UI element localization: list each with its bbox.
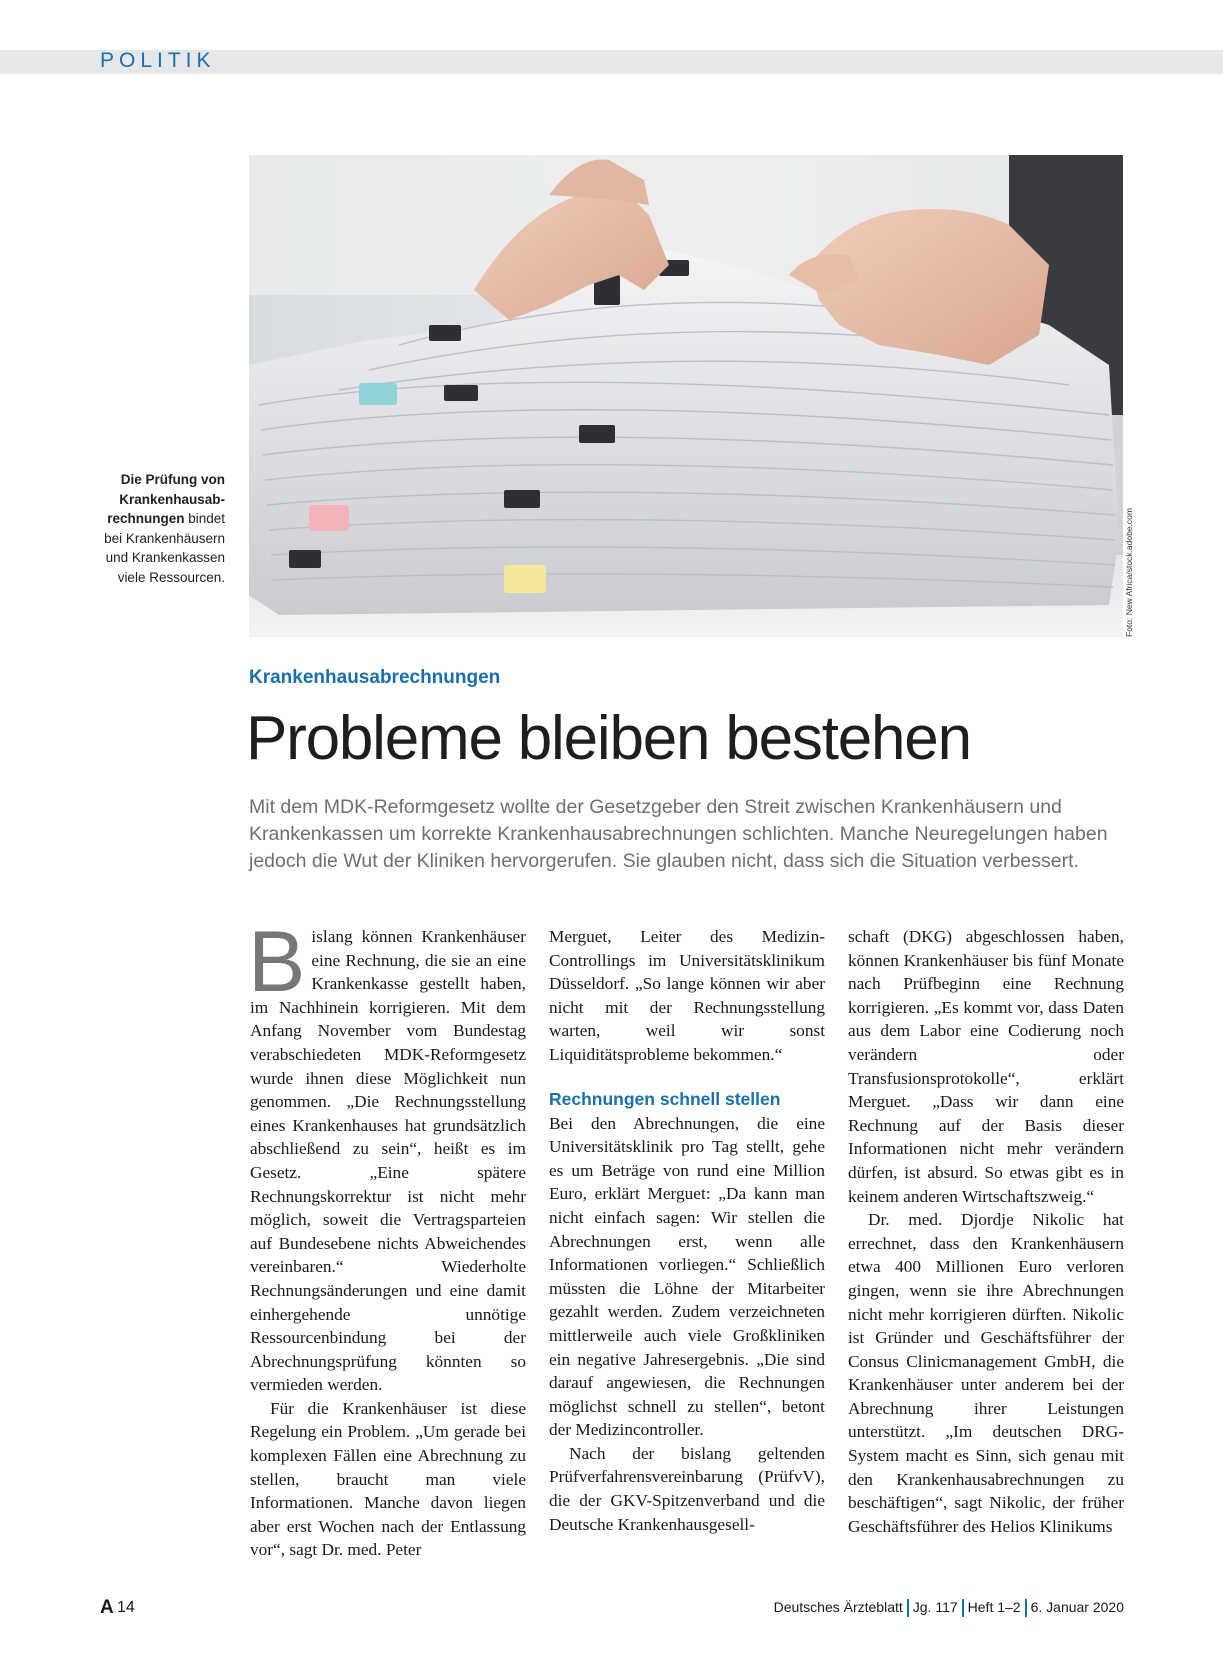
article-photo xyxy=(249,155,1123,637)
caption-text: bindet bei Krankenhäusern und Krankenkassen viele Ressourcen. xyxy=(104,511,225,585)
journal-issue: Heft 1–2 xyxy=(967,1599,1021,1615)
journal-name: Deutsches Ärzteblatt xyxy=(773,1599,903,1615)
subheading: Rechnungen schnell stellen xyxy=(549,1088,781,1109)
paragraph: schaft (DKG) abgeschlossen haben, können Krankenhäuser bis fünf Monate nach Prüfbeginn eine Rechnung korrigieren. „Es kommt vor, dass Daten aus dem Labor eine Codierung noch verändern oder Transfusionsprotokolle“, erklärt Merguet. „Dass wir dann eine Rechnung auf der Basis dieser Informationen nicht mehr verändern dürfen, ist absurd. So etwas gibt es in keinem anderen Wirtschaftszweig.“ xyxy=(848,927,1124,1206)
issue-date: 6. Januar 2020 xyxy=(1030,1599,1124,1615)
page-number: 14 xyxy=(117,1599,135,1616)
article-kicker: Krankenhausabrechnungen xyxy=(249,667,501,688)
footer-divider xyxy=(1025,1599,1027,1617)
article-column-2 xyxy=(549,925,825,1536)
article-column-3 xyxy=(848,925,1124,1538)
journal-volume: Jg. 117 xyxy=(912,1599,958,1615)
page-prefix: A xyxy=(100,1597,114,1618)
article-column-1 xyxy=(248,914,526,1562)
footer-info xyxy=(774,1599,1124,1617)
paragraph: islang können Krankenhäuser eine Rechnung, die sie an eine Krankenkasse gestellt haben, im Nachhinein korrigieren. Mit dem Anfang November vom Bundestag verabschiedeten MDK-Reformgesetz wurde ihnen diese Möglichkeit nun genommen. „Die Rechnungsstellung eines Krankenhauses hat grundsätzlich abschließend zu sein“, heißt es im Gesetz. „Eine spätere Rechnungskorrektur ist nicht mehr möglich, soweit die Vertragsparteien auf Bundesebene nichts Abweichendes vereinbaren.“ Wiederholte Rechnungsänderungen und eine damit einhergehende unnötige Ressourcenbindung bei der Abrechnungsprüfung könnten so vermieden werden. xyxy=(250,927,526,1395)
footer-divider xyxy=(907,1599,909,1617)
paragraph: Für die Krankenhäuser ist diese Regelung ein Problem. „Um gerade bei komplexen Fällen eine Abrechnung zu stellen, braucht man viele Informationen. Manche davon liegen aber erst Wochen nach der Entlassung vor“, sagt Dr. med. Peter xyxy=(250,1398,526,1560)
footer-divider xyxy=(962,1599,964,1617)
article-lead: Mit dem MDK-Reformgesetz wollte der Gesetzgeber den Streit zwischen Krankenhäusern und Krankenkassen um korrekte Krankenhausabrechnungen schlichten. Manche Neuregelungen haben jedoch die Wut der Kliniken hervorgerufen. Sie glauben nicht, dass sich die Situation verbessert. xyxy=(249,796,1108,872)
photo-caption xyxy=(90,470,225,587)
paragraph: Dr. med. Djordje Nikolic hat errechnet, dass den Krankenhäusern etwa 400 Millionen Euro verloren gingen, wenn sie ihre Abrechnungen nicht mehr korrigieren dürften. Nikolic ist Gründer und Geschäftsführer der Consus Clinicmanagement GmbH, die Krankenhäuser unter anderem bei der Abrechnung ihrer Leistungen unterstützt. „Im deutschen DRG-System macht es Sinn, sich genau mit den Krankenhausabrechnungen zu beschäftigen“, sagt Nikolic, der früher Geschäftsführer des Helios Klinikums xyxy=(848,1210,1124,1536)
caption-bold: Die Prüfung von Krankenhausab- rechnungen xyxy=(107,472,225,526)
paragraph: Bei den Abrechnungen, die eine Universitätsklinik pro Tag stellt, gehe es um Beträge von rund eine Million Euro, erklärt Merguet: „Da kann man nicht einfach sagen: Wir stellen die Abrechnungen erst, wenn alle Informationen vorliegen.“ Schließlich müssten die Löhne der Mitarbeiter gezahlt werden. Zudem verzeichneten mittlerweile auch viele Großkliniken ein negative Jahresergebnis. „Die sind darauf angewiesen, die Rechnungen möglichst schnell zu stellen“, betont der Medizincontroller. xyxy=(549,1113,825,1440)
article-title: Probleme bleiben bestehen xyxy=(246,704,971,773)
photo-credit: Foto: New Africa/stock.adobe.com xyxy=(1124,508,1134,637)
paragraph: Merguet, Leiter des Medizin-Controllings im Universitätsklinikum Düsseldorf. „So lange können wir aber nicht mit der Rechnungsstellung warten, weil wir sonst Liquiditätsprobleme bekommen.“ xyxy=(549,927,825,1064)
drop-cap: B xyxy=(248,914,306,1010)
paragraph: Nach der bislang geltenden Prüfverfahrensvereinbarung (PrüfvV), die der GKV-Spitzenverband und die Deutsche Krankenhausgesell- xyxy=(549,1443,825,1534)
section-label: POLITIK xyxy=(100,49,216,72)
